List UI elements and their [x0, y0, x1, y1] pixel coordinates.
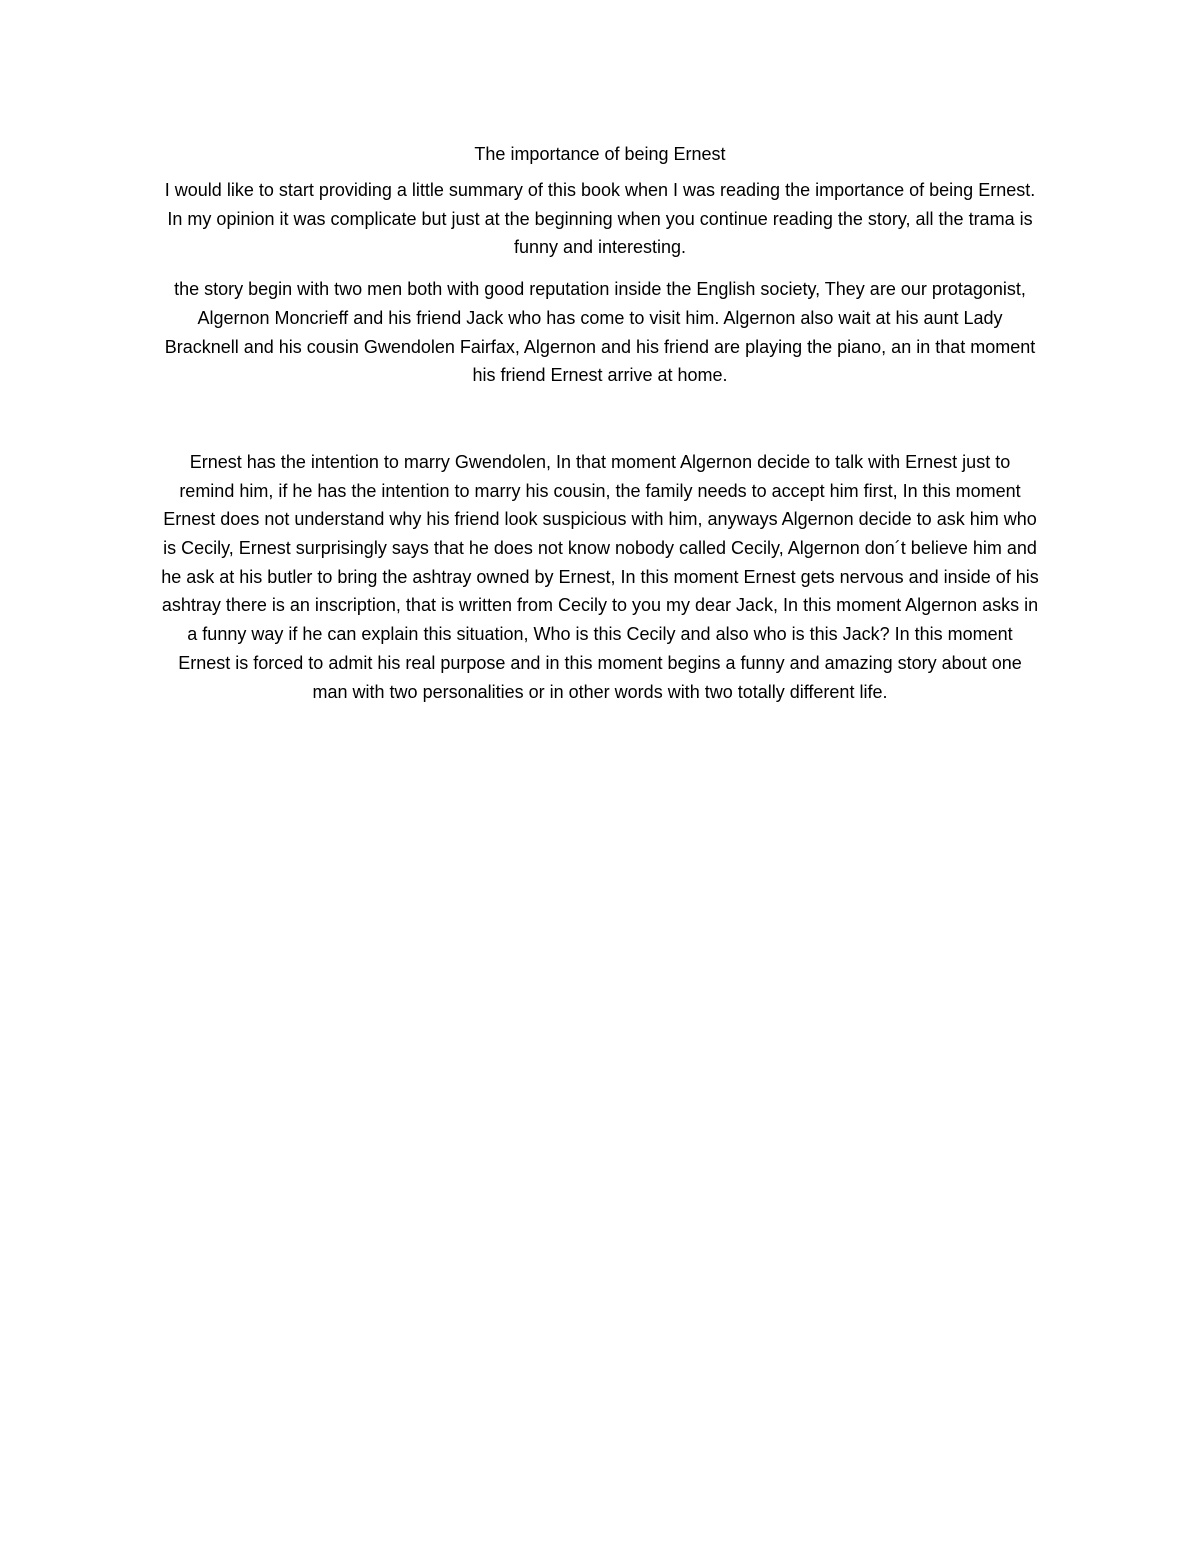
document-body [160, 140, 1040, 719]
paragraph-ernest-intention: Ernest has the intention to marry Gwendolen, In that moment Algernon decide to talk with Ernest just to remind him, if he has the intention to marry his cousin, the family needs to accept him first, In this moment Ernest does not understand why his friend look suspicious with him, anyways Algernon decide to ask him who is Cecily, Ernest surprisingly says that he does not know nobody called Cecily, Algernon don´t believe him and he ask at his butler to bring the ashtray owned by Ernest, In this moment Ernest gets nervous and inside of his ashtray there is an inscription, that is written from Cecily to you my dear Jack, In this moment Algernon asks in a funny way if he can explain this situation, Who is this Cecily and also who is this Jack? In this moment Ernest is forced to admit his real purpose and in this moment begins a funny and amazing story about one man with two personalities or in other words with two totally different life. [161, 451, 1039, 702]
document-title: The importance of being Ernest [474, 144, 726, 164]
paragraph-intro: I would like to start providing a little summary of this book when I was reading the importance of being Ernest. In my opinion it was complicate but just at the beginning when you continue reading the story, all the trama is funny and interesting. [164, 180, 1036, 258]
paragraph-story-begin: the story begin with two men both with good reputation inside the English society, They are our protagonist, Algernon Moncrieff and his friend Jack who has come to visit him. Algernon also wait at his aunt Lady Bracknell and his cousin Gwendolen Fairfax, Algernon and his friend are playing the piano, an in that moment his friend Ernest arrive at home. [164, 279, 1036, 386]
